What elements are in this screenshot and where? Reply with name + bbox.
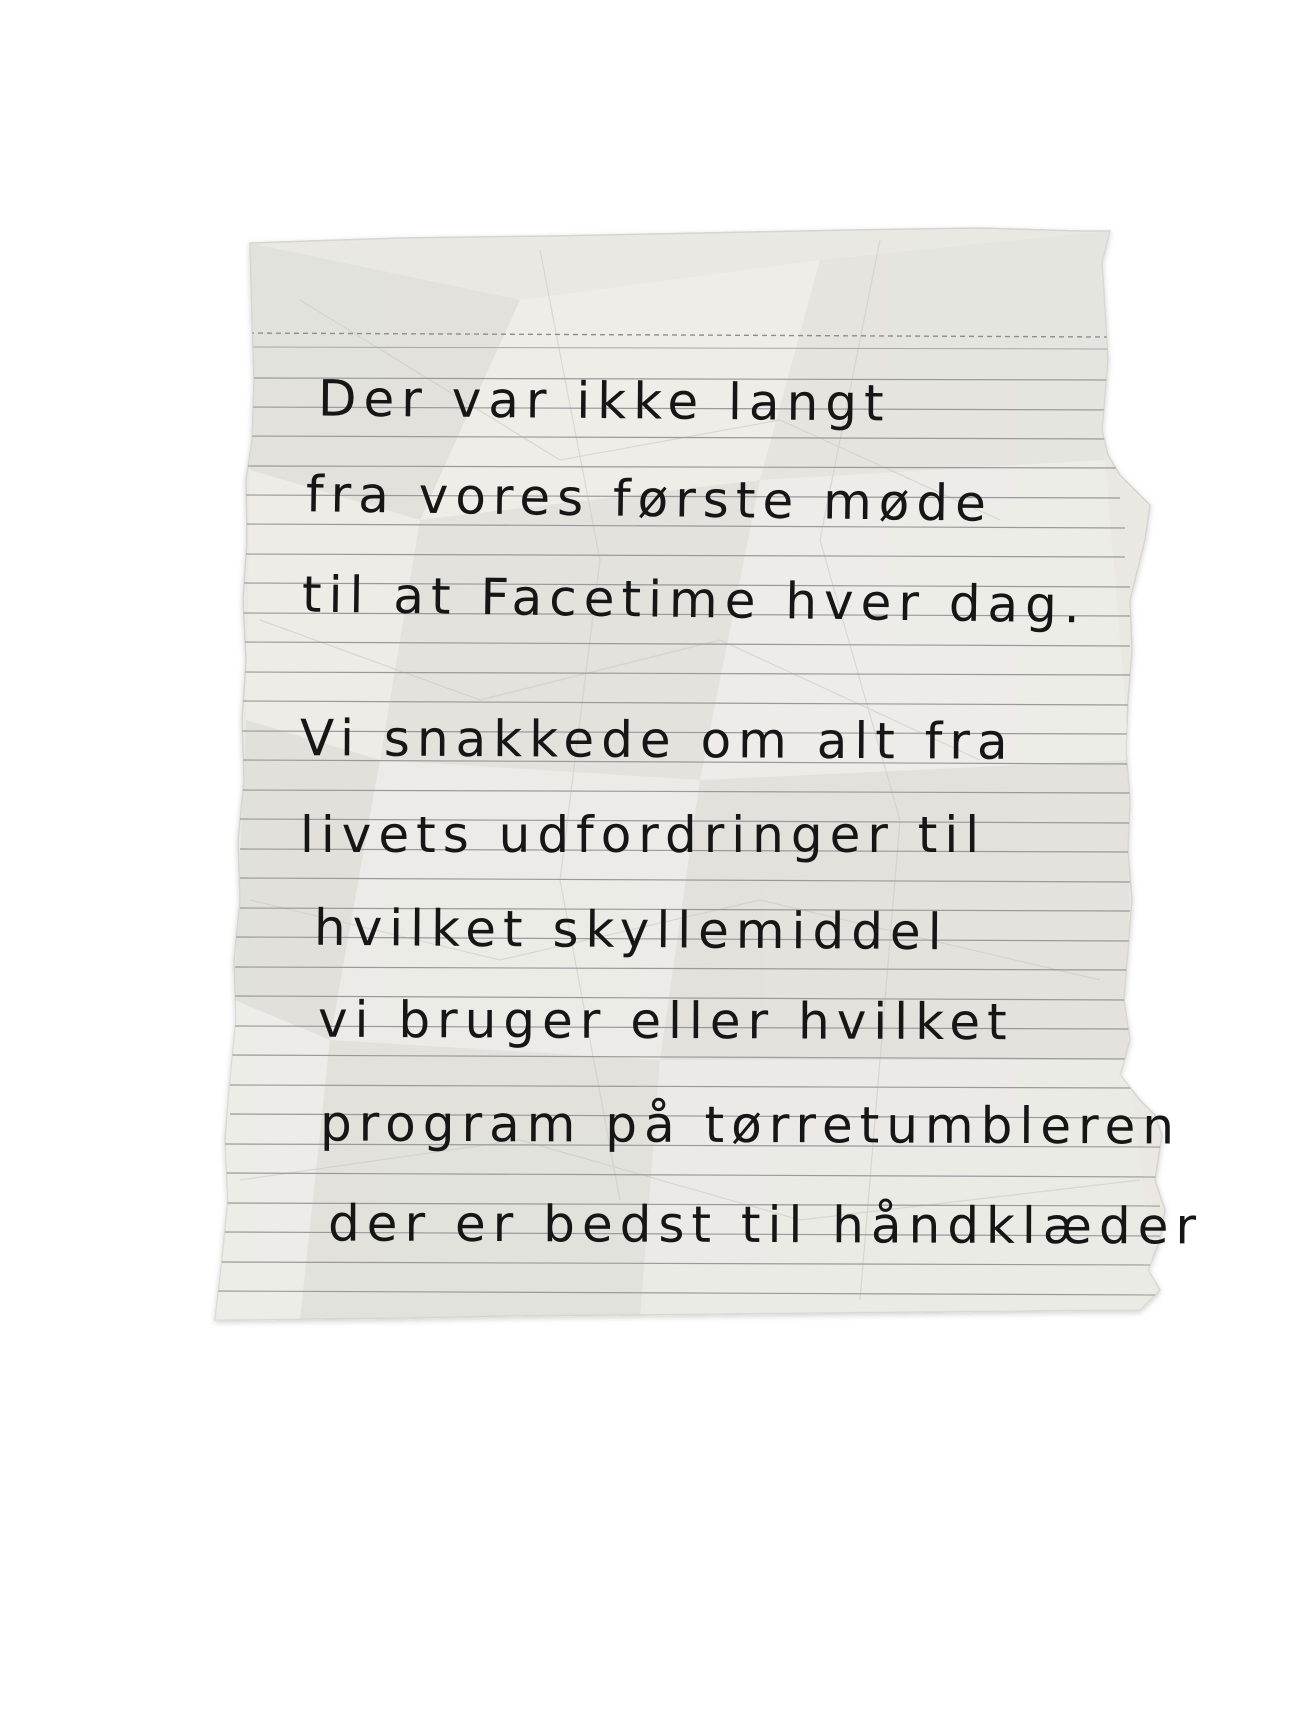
note-line: Der var ikke langt: [317, 369, 891, 433]
note-line: program på tørretumbleren: [319, 1094, 1182, 1156]
note-line: til at Facetime hver dag.: [301, 565, 1088, 635]
note-line: fra vores første møde: [305, 465, 994, 533]
note-line: vi bruger eller hvilket: [317, 990, 1014, 1052]
note-line: der er bedst til håndklæder: [327, 1194, 1204, 1256]
note-line: Vi snakkede om alt fra: [299, 709, 1015, 771]
note-line: hvilket skyllemiddel: [313, 898, 949, 962]
note-line: livets udfordringer til: [300, 806, 987, 864]
